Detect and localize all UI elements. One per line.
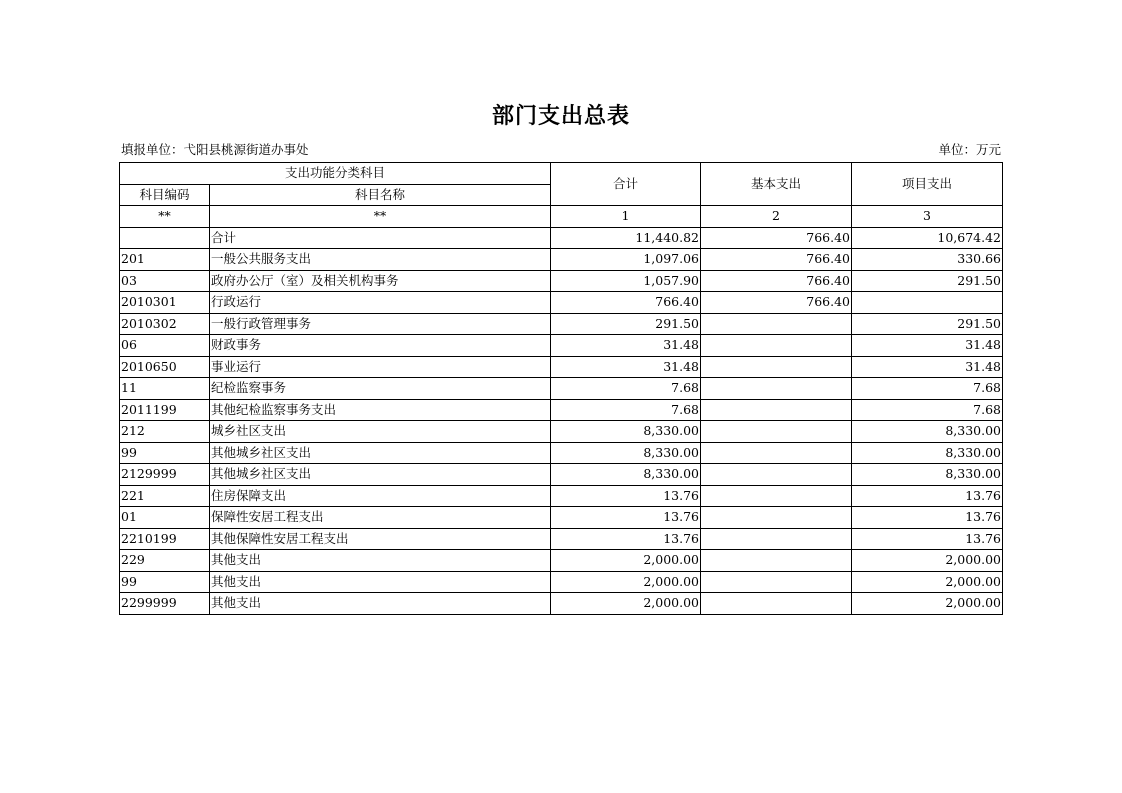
- project-cell: 13.76: [852, 507, 1003, 529]
- header-project: 项目支出: [852, 163, 1003, 206]
- name-cell: 一般行政管理事务: [210, 313, 551, 335]
- code-cell: 2210199: [120, 528, 210, 550]
- name-cell: 其他支出: [210, 550, 551, 572]
- table-row: [120, 464, 1003, 486]
- basic-cell: [701, 356, 852, 378]
- name-cell: 纪检监察事务: [210, 378, 551, 400]
- name-cell: 一般公共服务支出: [210, 249, 551, 271]
- code-cell: 201: [120, 249, 210, 271]
- total-cell: 2,000.00: [551, 550, 701, 572]
- basic-cell: 766.40: [701, 292, 852, 314]
- table-row: [120, 485, 1003, 507]
- basic-cell: [701, 593, 852, 615]
- name-cell: 其他城乡社区支出: [210, 442, 551, 464]
- code-cell: 11: [120, 378, 210, 400]
- table-row: [120, 356, 1003, 378]
- table-row: [120, 550, 1003, 572]
- table-row: [120, 313, 1003, 335]
- total-cell: 13.76: [551, 507, 701, 529]
- group-header: 支出功能分类科目: [120, 163, 551, 185]
- table-row: [120, 528, 1003, 550]
- total-cell: 11,440.82: [551, 227, 701, 249]
- total-cell: 2,000.00: [551, 593, 701, 615]
- project-cell: 2,000.00: [852, 550, 1003, 572]
- code-cell: 229: [120, 550, 210, 572]
- basic-cell: [701, 528, 852, 550]
- total-cell: 31.48: [551, 356, 701, 378]
- table-row: [120, 227, 1003, 249]
- code-cell: 2011199: [120, 399, 210, 421]
- total-cell: 8,330.00: [551, 442, 701, 464]
- code-cell: 221: [120, 485, 210, 507]
- code-cell: 06: [120, 335, 210, 357]
- basic-cell: [701, 571, 852, 593]
- name-cell: 其他纪检监察事务支出: [210, 399, 551, 421]
- basic-cell: 766.40: [701, 270, 852, 292]
- header-code: 科目编码: [120, 184, 210, 206]
- table-row: [120, 335, 1003, 357]
- name-cell: 其他城乡社区支出: [210, 464, 551, 486]
- table-row: [120, 292, 1003, 314]
- table-row: [120, 507, 1003, 529]
- code-cell: 99: [120, 442, 210, 464]
- filing-unit-label: 填报单位：弋阳县桃源街道办事处: [121, 142, 309, 157]
- total-cell: 1,057.90: [551, 270, 701, 292]
- project-cell: 8,330.00: [852, 421, 1003, 443]
- project-cell: 7.68: [852, 399, 1003, 421]
- name-cell: 政府办公厅（室）及相关机构事务: [210, 270, 551, 292]
- code-cell: 2299999: [120, 593, 210, 615]
- basic-cell: [701, 507, 852, 529]
- code-cell: 01: [120, 507, 210, 529]
- table-row: [120, 421, 1003, 443]
- header-basic: 基本支出: [701, 163, 852, 206]
- name-cell: 住房保障支出: [210, 485, 551, 507]
- name-cell: 财政事务: [210, 335, 551, 357]
- table-body: [120, 227, 1003, 614]
- table-row: [120, 571, 1003, 593]
- total-cell: 2,000.00: [551, 571, 701, 593]
- page-title: 部门支出总表: [491, 104, 630, 129]
- code-cell: 2010650: [120, 356, 210, 378]
- expenditure-table: [119, 162, 1003, 615]
- index-code: **: [120, 206, 210, 228]
- basic-cell: 766.40: [701, 249, 852, 271]
- table-row: [120, 593, 1003, 615]
- project-cell: 10,674.42: [852, 227, 1003, 249]
- project-cell: 291.50: [852, 313, 1003, 335]
- total-cell: 7.68: [551, 399, 701, 421]
- project-cell: 7.68: [852, 378, 1003, 400]
- project-cell: 31.48: [852, 356, 1003, 378]
- project-cell: 2,000.00: [852, 571, 1003, 593]
- index-name: **: [210, 206, 551, 228]
- project-cell: [852, 292, 1003, 314]
- name-cell: 其他保障性安居工程支出: [210, 528, 551, 550]
- name-cell: 事业运行: [210, 356, 551, 378]
- project-cell: 2,000.00: [852, 593, 1003, 615]
- project-cell: 31.48: [852, 335, 1003, 357]
- basic-cell: [701, 378, 852, 400]
- table-row: [120, 399, 1003, 421]
- basic-cell: [701, 442, 852, 464]
- project-cell: 8,330.00: [852, 464, 1003, 486]
- total-cell: 8,330.00: [551, 464, 701, 486]
- index-project: 3: [852, 206, 1003, 228]
- table-row: [120, 378, 1003, 400]
- code-cell: 2010302: [120, 313, 210, 335]
- header-name: 科目名称: [210, 184, 551, 206]
- table-row: [120, 442, 1003, 464]
- unit-label: 单位：万元: [938, 142, 1001, 157]
- total-cell: 31.48: [551, 335, 701, 357]
- index-total: 1: [551, 206, 701, 228]
- name-cell: 其他支出: [210, 571, 551, 593]
- basic-cell: [701, 335, 852, 357]
- basic-cell: [701, 421, 852, 443]
- code-cell: 03: [120, 270, 210, 292]
- header-total: 合计: [551, 163, 701, 206]
- project-cell: 291.50: [852, 270, 1003, 292]
- total-cell: 7.68: [551, 378, 701, 400]
- name-cell: 城乡社区支出: [210, 421, 551, 443]
- name-cell: 行政运行: [210, 292, 551, 314]
- code-cell: 212: [120, 421, 210, 443]
- project-cell: 8,330.00: [852, 442, 1003, 464]
- total-cell: 291.50: [551, 313, 701, 335]
- code-cell: 99: [120, 571, 210, 593]
- total-cell: 8,330.00: [551, 421, 701, 443]
- project-cell: 13.76: [852, 528, 1003, 550]
- total-cell: 1,097.06: [551, 249, 701, 271]
- basic-cell: [701, 399, 852, 421]
- table-row: [120, 249, 1003, 271]
- total-cell: 13.76: [551, 528, 701, 550]
- total-cell: 766.40: [551, 292, 701, 314]
- project-cell: 13.76: [852, 485, 1003, 507]
- total-cell: 13.76: [551, 485, 701, 507]
- code-cell: [120, 227, 210, 249]
- name-cell: 保障性安居工程支出: [210, 507, 551, 529]
- code-cell: 2010301: [120, 292, 210, 314]
- basic-cell: [701, 550, 852, 572]
- name-cell: 其他支出: [210, 593, 551, 615]
- table-row: [120, 270, 1003, 292]
- basic-cell: [701, 313, 852, 335]
- basic-cell: [701, 485, 852, 507]
- index-basic: 2: [701, 206, 852, 228]
- project-cell: 330.66: [852, 249, 1003, 271]
- basic-cell: [701, 464, 852, 486]
- name-cell: 合计: [210, 227, 551, 249]
- basic-cell: 766.40: [701, 227, 852, 249]
- code-cell: 2129999: [120, 464, 210, 486]
